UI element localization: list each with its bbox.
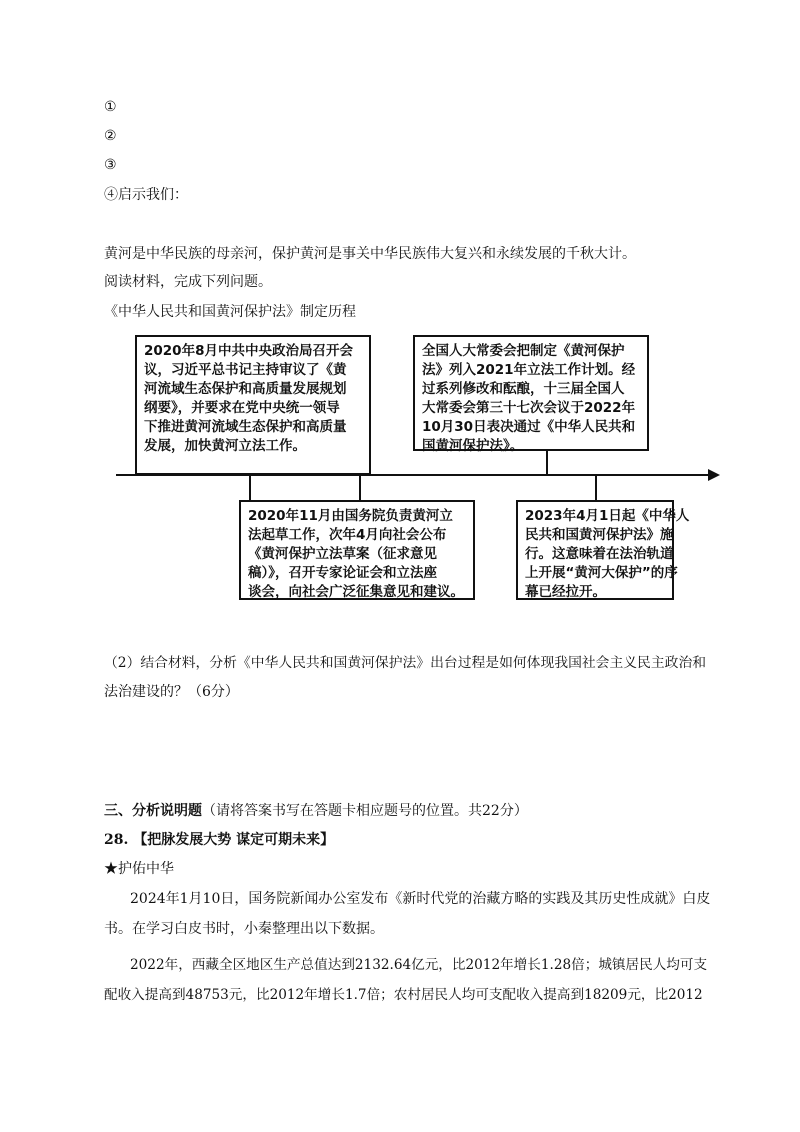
intro-text: 黄河是中华民族的母亲河，保护黄河是事关中华民族伟大复兴和永续发展的千秋大计。 <box>104 246 636 262</box>
event-3-line: 国黄河保护法》。 <box>422 438 524 454</box>
event-1-line: 发展，加快黄河立法工作。 <box>144 438 306 454</box>
instruction-text: 阅读材料，完成下列问题。 <box>104 274 272 290</box>
event-1-line: 河流域生态保护和高质量发展规划 <box>144 381 347 397</box>
option-3: ③ <box>104 157 117 173</box>
event-4-line: 行。这意味着在法治轨道 <box>525 546 674 562</box>
option-1: ① <box>104 99 117 115</box>
paragraph-1-line-1: 2024年1月10日，国务院新闻办公室发布《新时代党的治藏方略的实践及其历史性成就》白皮 <box>130 891 711 907</box>
timeline-event-1-box <box>135 335 371 475</box>
question-2-line-1: （2）结合材料，分析《中华人民共和国黄河保护法》出台过程是如何体现我国社会主义民主政治和 <box>104 655 707 671</box>
timeline-connector-1 <box>249 475 251 501</box>
section-3-note: （请将答案书写在答题卡相应题号的位置。共22分） <box>202 803 528 819</box>
timeline-event-3-box <box>413 335 649 454</box>
paragraph-2-line-2: 配收入提高到48753元，比2012年增长1.7倍；农村居民人均可支配收入提高到18209元，比2012 <box>104 987 703 1003</box>
event-4-line: 幕已经拉开。 <box>525 584 606 600</box>
question-28-title: 28. 【把脉发展大势 谋定可期未来】 <box>104 832 335 848</box>
event-2-line: 《黄河保护立法草案（征求意见 <box>248 546 437 562</box>
event-3-line: 大常委会第三十七次会议于2022年 <box>422 400 636 416</box>
section-3-title: 三、分析说明题 <box>104 803 202 819</box>
event-2-line: 2020年11月由国务院负责黄河立 <box>248 508 453 524</box>
event-3-line: 过系列修改和酝酿，十三届全国人 <box>422 381 625 397</box>
timeline-axis <box>116 474 712 476</box>
event-2-line: 谈会，向社会广泛征集意见和建议。 <box>248 584 464 600</box>
timeline-connector-4 <box>595 476 597 500</box>
option-4: ④启示我们： <box>104 187 188 203</box>
event-3-line: 全国人大常委会把制定《黄河保护 <box>422 343 625 359</box>
event-1-line: 下推进黄河流域生态保护和高质量 <box>144 419 347 435</box>
event-3-line: 10月30日表决通过《中华人民共和 <box>422 419 636 435</box>
timeline-title: 《中华人民共和国黄河保护法》制定历程 <box>104 304 356 320</box>
event-1-line: 2020年8月中共中央政治局召开会 <box>144 343 353 359</box>
question-2-line-2: 法治建设的？（6分） <box>104 684 239 700</box>
timeline-connector-2 <box>359 476 361 500</box>
event-4-line: 民共和国黄河保护法》施 <box>525 527 674 543</box>
event-2-line: 稿）》，召开专家论证会和立法座 <box>248 565 437 581</box>
event-2-line: 法起草工作，次年4月向社会公布 <box>248 527 447 543</box>
event-4-line: 上开展“黄河大保护”的序 <box>525 565 678 581</box>
timeline-event-4-box <box>516 500 690 600</box>
timeline-event-2-box <box>239 500 475 600</box>
section-3-heading <box>104 802 528 820</box>
timeline-arrow-icon <box>708 469 720 481</box>
event-4-line: 2023年4月1日起《中华人 <box>525 508 690 524</box>
event-1-line: 纲要》，并要求在党中央统一领导 <box>144 400 340 416</box>
option-2: ② <box>104 128 117 144</box>
event-1-line: 议，习近平总书记主持审议了《黄 <box>144 362 347 378</box>
event-3-line: 法》列入2021年立法工作计划。经 <box>422 362 636 378</box>
question-28-subheading: ★护佑中华 <box>104 861 174 877</box>
timeline-connector-3 <box>546 451 548 475</box>
paragraph-1-line-2: 书。在学习白皮书时，小秦整理出以下数据。 <box>104 921 384 937</box>
paragraph-2-line-1: 2022年，西藏全区地区生产总值达到2132.64亿元，比2012年增长1.28倍；城镇居民人均可支 <box>130 957 708 973</box>
